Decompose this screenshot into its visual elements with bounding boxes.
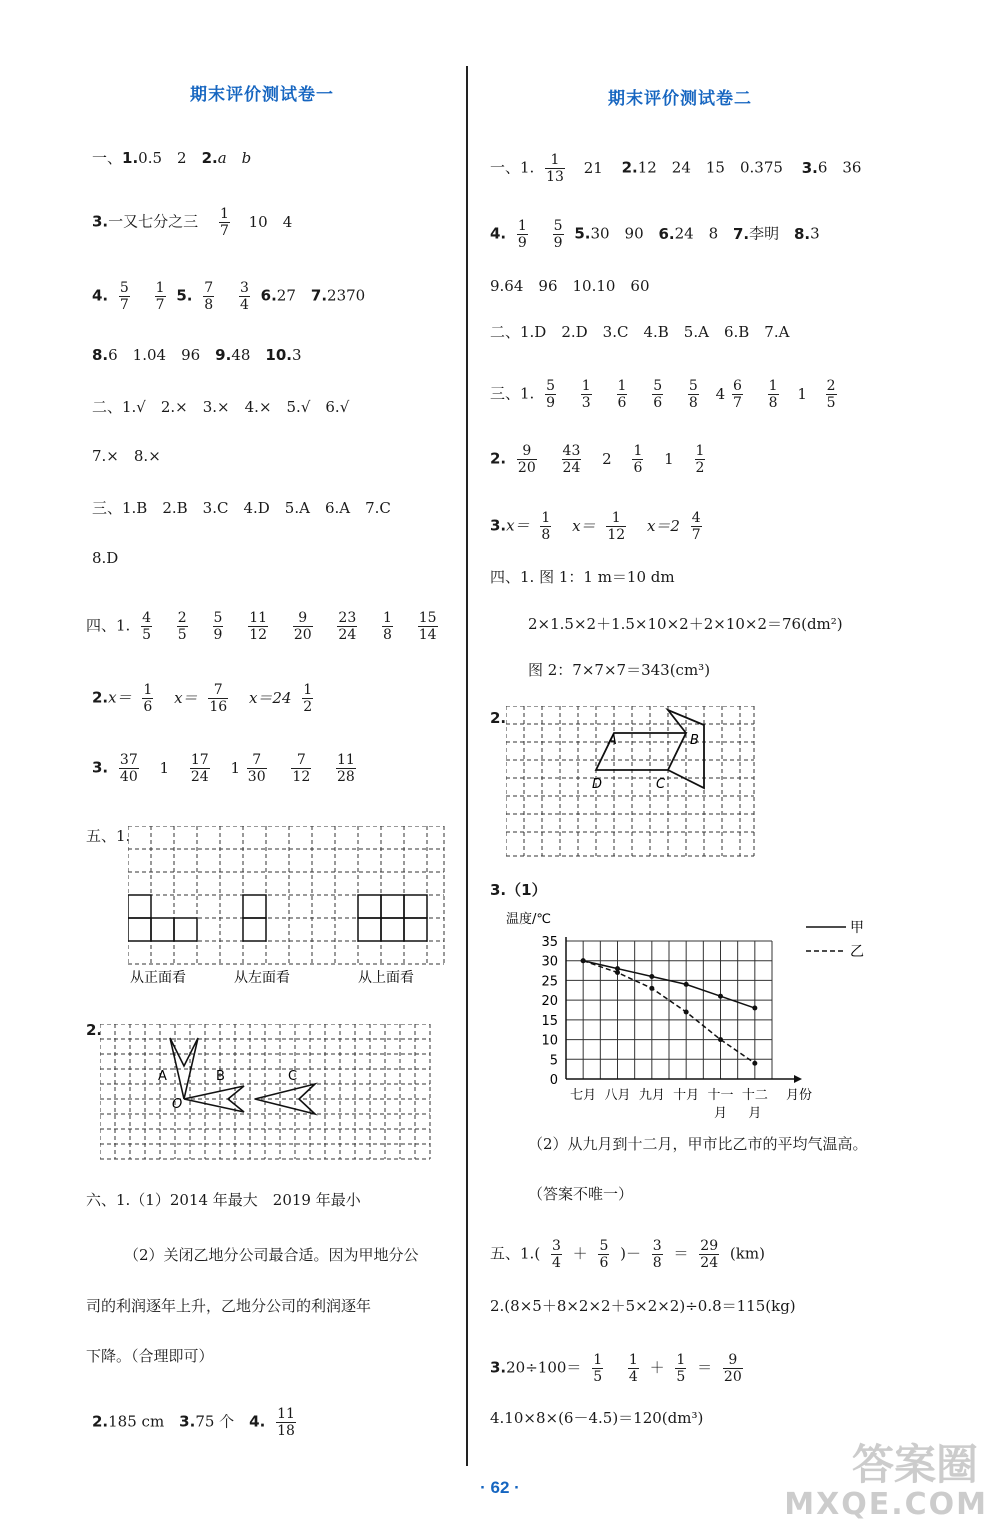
data-point-乙 <box>752 1061 757 1066</box>
view-label-front: 从正面看 <box>130 970 186 986</box>
answer-line: 2.(8×5＋8×2×2＋5×2×2)÷0.8＝115(kg) <box>490 1297 796 1315</box>
page-number: · 62 · <box>480 1478 520 1497</box>
answer-line: 3.一又七分之三 $\frac{1}{7}$ 10 4 <box>92 206 293 239</box>
legend-label: 甲 <box>850 920 864 936</box>
left-title: 期末评价测试卷一 <box>190 85 334 105</box>
answer-line: 三、1.B 2.B 3.C 4.D 5.A 6.A 7.C <box>92 499 391 517</box>
svg-text:O: O <box>172 1097 183 1112</box>
data-point-乙 <box>649 986 654 991</box>
answer-line: 2. $\frac{9}{20}$ $\frac{43}{24}$ 2 $\frac{1}{6}$ 1 $\frac{1}{2}$ <box>490 443 705 476</box>
x-tick-label: 八月 <box>604 1088 631 1103</box>
x-tick-label: 月 <box>713 1106 728 1121</box>
answer-line: （2）从九月到十二月，甲市比乙市的平均气温高。 <box>528 1135 868 1153</box>
data-point-乙 <box>718 1037 723 1042</box>
data-point-甲 <box>718 994 723 999</box>
answer-line: 4.10×8×(6－4.5)＝120(dm³) <box>490 1409 704 1427</box>
svg-text:B: B <box>690 733 699 748</box>
y-tick-label: 10 <box>541 1033 558 1049</box>
svg-text:D: D <box>592 777 603 792</box>
y-tick-label: 0 <box>549 1073 558 1088</box>
answer-line: 7.× 8.× <box>92 447 161 465</box>
answer-line: 六、1.（1）2014 年最大 2019 年最小 <box>86 1191 361 1209</box>
parallelogram-grid <box>506 706 758 860</box>
answer-line: 2×1.5×2＋1.5×10×2＋2×10×2＝76(dm²) <box>528 615 843 633</box>
y-tick-label: 25 <box>541 974 558 990</box>
svg-text:A: A <box>158 1069 167 1084</box>
svg-text:A: A <box>608 733 617 748</box>
x-tick-label: 十月 <box>673 1088 700 1103</box>
answer-line: 2.x＝ $\frac{1}{6}$ x＝ $\frac{7}{16}$ x＝24 $\frac{1}{2}$ <box>92 682 313 715</box>
x-axis-label: 月份 <box>786 1088 813 1103</box>
answer-line: 五、1. <box>86 827 131 845</box>
data-point-乙 <box>615 970 620 975</box>
answer-line: 二、1.√ 2.× 3.× 4.× 5.√ 6.√ <box>92 398 350 416</box>
watermark-url: MXQE.COM <box>784 1487 988 1522</box>
rotation-grid <box>100 1024 432 1164</box>
y-tick-label: 15 <box>541 1013 558 1029</box>
x-tick-label: 十一 <box>707 1088 734 1103</box>
legend-label: 乙 <box>850 944 864 960</box>
answer-line: 2. <box>86 1021 103 1039</box>
data-point-乙 <box>581 958 586 963</box>
temperature-line-chart <box>500 905 880 1125</box>
answer-line: 一、1.0.5 2 2.a b <box>92 149 252 167</box>
svg-text:B: B <box>216 1069 225 1084</box>
x-tick-label: 九月 <box>638 1088 665 1103</box>
svg-text:C: C <box>656 777 666 792</box>
data-point-甲 <box>649 974 654 979</box>
answer-line: 图 2：7×7×7＝343(cm³) <box>528 661 711 679</box>
answer-line: 2.185 cm 3.75 个 4. $\frac{11}{18}$ <box>92 1406 295 1439</box>
answer-line: 4. $\frac{5}{7}$ $\frac{1}{7}$ 5. $\frac{7}{8}$ $\frac{3}{4}$ 6.27 7.2370 <box>92 280 366 313</box>
answer-line: （答案不唯一） <box>528 1185 634 1203</box>
answer-line: 司的利润逐年上升，乙地分公司的利润逐年 <box>86 1297 372 1315</box>
answer-line: 3.20÷100＝ $\frac{1}{5}$ $\frac{1}{4}$ ＋ $\frac{1}{5}$ ＝ $\frac{9}{20}$ <box>490 1352 742 1385</box>
svg-text:C: C <box>288 1069 298 1084</box>
column-divider <box>466 66 468 1466</box>
three-views-grid <box>128 826 448 996</box>
y-tick-label: 5 <box>549 1053 558 1069</box>
answer-line: 下降。（合理即可） <box>86 1347 214 1365</box>
data-point-甲 <box>752 1006 757 1011</box>
x-tick-label: 月 <box>748 1106 762 1121</box>
answer-line: 五、1.( $\frac{3}{4}$ ＋ $\frac{5}{6}$ )－ $\frac{3}{8}$ ＝ $\frac{29}{24}$ (km) <box>490 1238 765 1271</box>
x-tick-label: 十二 <box>741 1088 768 1103</box>
answer-line: 4. $\frac{1}{9}$ $\frac{5}{9}$ 5.30 90 6.24 8 7.李明 8.3 <box>490 218 820 251</box>
answer-line: 四、1. 图 1：1 m＝10 dm <box>490 568 675 586</box>
x-tick-label: 七月 <box>570 1088 597 1103</box>
answer-line: （2）关闭乙地分公司最合适。因为甲地分公 <box>124 1246 419 1264</box>
data-point-甲 <box>684 982 689 987</box>
y-tick-label: 35 <box>541 935 558 950</box>
answer-line: 3. $\frac{37}{40}$ 1 $\frac{17}{24}$ 1 $\frac{7}{30}$ $\frac{7}{12}$ $\frac{11}{28}$ <box>92 752 355 785</box>
answer-line: 四、1. $\frac{4}{5}$ $\frac{2}{5}$ $\frac{5}{9}$ $\frac{11}{12}$ $\frac{9}{20}$ $\frac{23}{24}$ $\frac{1}{8}$ $\frac{15}{14}$ <box>86 610 437 643</box>
answer-line: 二、1.D 2.D 3.C 4.B 5.A 6.B 7.A <box>490 323 790 341</box>
answer-line: 三、1. $\frac{5}{9}$ $\frac{1}{3}$ $\frac{1}{6}$ $\frac{5}{6}$ $\frac{5}{8}$ 4 $\frac{6}{7}$ $\frac{1}{8}$ 1 $\frac{2}{5}$ <box>490 378 836 411</box>
y-tick-label: 30 <box>541 954 558 970</box>
answer-line: 3.（1） <box>490 881 547 899</box>
answer-line: 2. <box>490 709 507 727</box>
right-title: 期末评价测试卷二 <box>608 89 752 109</box>
answer-line: 9.64 96 10.10 60 <box>490 277 650 295</box>
view-label-left: 从左面看 <box>234 970 290 986</box>
data-point-乙 <box>684 1009 689 1014</box>
view-label-top: 从上面看 <box>358 970 414 986</box>
answer-line: 8.D <box>92 549 119 567</box>
y-tick-label: 20 <box>541 994 558 1010</box>
y-axis-label: 温度/℃ <box>506 912 551 927</box>
watermark-logo: 答案圈 <box>851 1440 978 1489</box>
answer-line: 一、1. $\frac{1}{13}$ 21 2.12 24 15 0.375 3.6 36 <box>490 152 862 185</box>
x-axis-arrow <box>794 1075 802 1083</box>
answer-line: 8.6 1.04 96 9.48 10.3 <box>92 346 302 364</box>
answer-line: 3.x＝ $\frac{1}{8}$ x＝ $\frac{1}{12}$ x＝2 $\frac{4}{7}$ <box>490 510 701 543</box>
